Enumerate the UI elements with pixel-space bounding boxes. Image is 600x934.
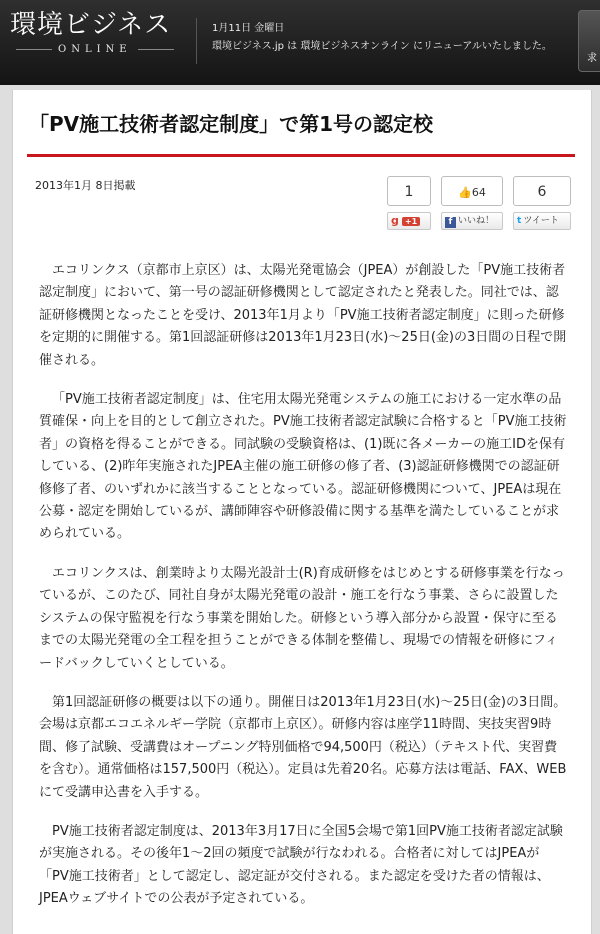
facebook-count: 64 [471, 186, 486, 199]
gplus-widget [387, 176, 431, 232]
article-paragraph: 第1回認証研修の概要は以下の通り。開催日は2013年1月23日(水)〜25日(金)の3日間。会場は京都エコエネルギー学院（京都市上京区）。研修内容は座学11時間、実技実習9時間、修了試験、受講費はオープニング特別価格で94,500円（税込）（テキスト代、実習費を含む）。通常価格は157,500円（税込）。定員は先着20名。応募方法は電話、FAX、WEBにて受講申込書を入手する。 [39, 694, 567, 800]
article-paragraph: エコリンクス（京都市上京区）は、太陽光発電協会（JPEA）が創設した「PV施工技術者認定制度」において、第一号の認証研修機関として認定されたと発表した。同社では、認証研修機関となったことを受け、2013年1月より「PV施工技術者認定制度」に則った研修を定期的に開催する。第1回認証研修は2013年1月23日(水)〜25日(金)の3日間の日程で開催される。 [39, 263, 567, 368]
title-underline [27, 154, 575, 157]
facebook-like-label: いいね！ [458, 216, 495, 226]
article-body [39, 260, 567, 928]
facebook-icon: f [445, 217, 456, 228]
site-logo[interactable] [10, 8, 190, 70]
logo-subtitle: ONLINE [58, 44, 132, 55]
header-divider [196, 18, 197, 64]
header-side-button-label: 求 [587, 53, 597, 64]
tweet-label: ツイート [523, 216, 559, 226]
gplus-label: +1 [402, 217, 420, 226]
thumbs-up-icon: 👍 [458, 186, 472, 199]
article-paragraph: PV施工技術者認定制度は、2013年3月17日に全国5会場で第1回PV施工技術者認定試験が実施される。その後年1〜2回の頻度で試験が行なわれる。合格者に対してはJPEAが「PV施工技術者」として認定し、認定証が交付される。また認定を受けた者の情報は、JPEAウェブサイトでの公表が予定されている。 [39, 823, 563, 907]
logo-title: 環境ビジネス [10, 10, 172, 40]
tweet-button[interactable] [513, 212, 571, 230]
logo-subtitle-row [10, 44, 190, 55]
article-title: 「PV施工技術者認定制度」で第1号の認定校 [29, 112, 434, 136]
gplus-icon: g [391, 214, 399, 227]
header-side-button[interactable] [578, 10, 600, 72]
twitter-icon: t [517, 216, 522, 226]
gplus-count: 1 [387, 176, 431, 206]
facebook-count-box [441, 176, 503, 206]
article-paragraph: エコリンクスは、創業時より太陽光設計士(R)育成研修をはじめとする研修事業を行なっているが、このたび、同社自身が太陽光発電の設計・施工を行なう事業、さらに設置したシステムの保守監視を行なう事業を開始した。研修という導入部分から設置・保守に至るまでの太陽光発電の全工程を担うことができる体制を整備し、現場での情報を研修にフィードバックしていくとしている。 [39, 565, 565, 671]
facebook-like-button[interactable] [441, 212, 503, 230]
twitter-count: 6 [513, 176, 571, 206]
facebook-widget [441, 176, 503, 232]
news-date: 1月11日 金曜日 [212, 23, 285, 34]
site-header [0, 0, 600, 85]
article-card [12, 90, 592, 934]
logo-rule-right [138, 49, 174, 50]
header-news [212, 20, 552, 56]
twitter-widget [513, 176, 571, 232]
logo-rule-left [16, 49, 52, 50]
gplus-button[interactable] [387, 212, 431, 230]
news-text[interactable]: 環境ビジネス.jp は 環境ビジネスオンライン にリニューアルいたしました。 [212, 41, 552, 52]
article-paragraph: 「PV施工技術者認定制度」は、住宅用太陽光発電システムの施工における一定水準の品質確保・向上を目的として創立された。PV施工技術者認定試験に合格すると「PV施工技術者」の資格を得ることができる。同試験の受験資格は、(1)既に各メーカーの施工IDを保有している、(2)昨年実施されたJPEA主催の施工研修の修了者、(3)認証研修機関での認証研修修了者、のいずれかに該当することとなっている。認証研修機関について、JPEAは現在公募・認定を開始しているが、講師陣容や研修設備に関する基準を満たしていることが求められている。 [39, 392, 567, 542]
article-date: 2013年1月 8日掲載 [35, 179, 136, 192]
